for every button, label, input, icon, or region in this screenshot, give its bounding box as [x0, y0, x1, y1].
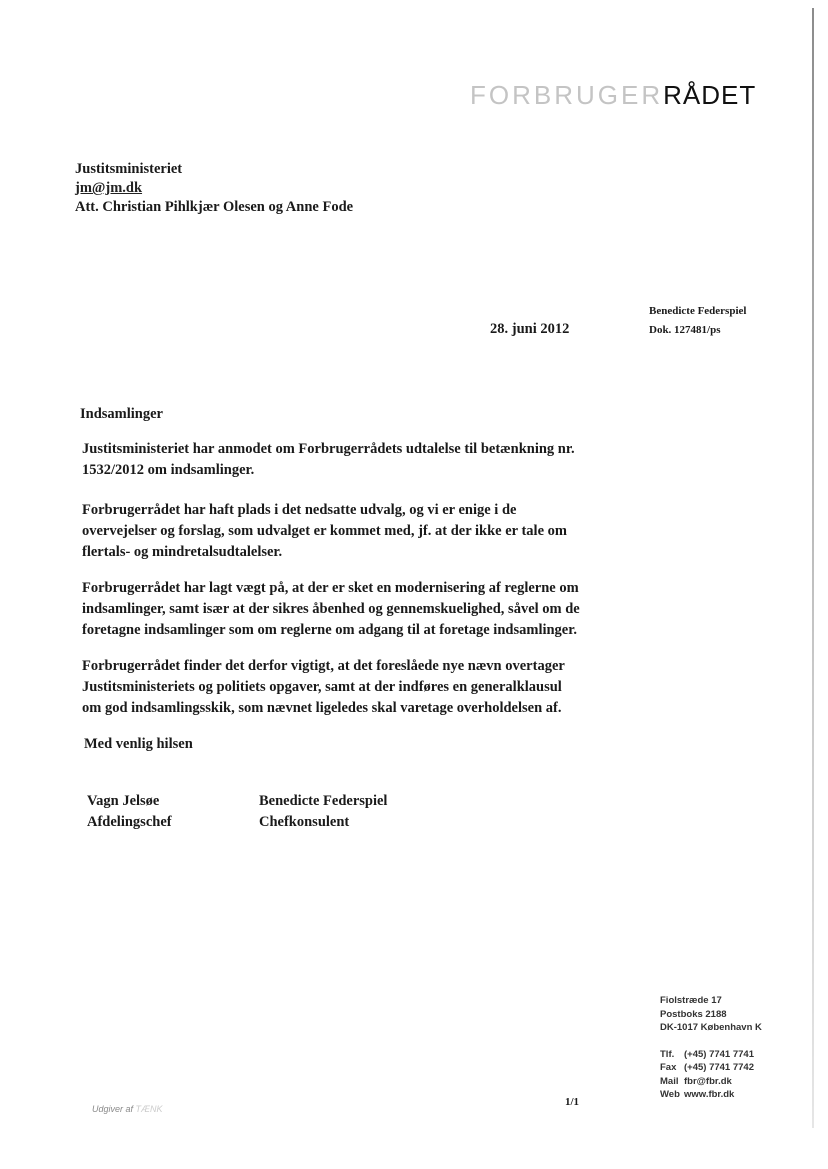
sender-block [649, 302, 746, 340]
signature-name: Benedicte Federspiel [259, 793, 388, 809]
document-reference: Dok. 127481/ps [649, 324, 721, 336]
publisher-name: TÆNK [135, 1104, 163, 1114]
logo-light-text: FORBRUGER [470, 80, 664, 110]
forbrugerraadet-logo [470, 80, 756, 111]
footer-mail: Mail fbr@fbr.dk [660, 1075, 732, 1087]
publisher-note [92, 1104, 163, 1114]
footer-mail-link[interactable]: fbr@fbr.dk [684, 1075, 732, 1087]
signature-block-1 [87, 791, 172, 833]
page-number: 1/1 [565, 1096, 580, 1108]
scan-edge-shadow [812, 8, 814, 1128]
footer-street: Fiolstræde 17 [660, 995, 722, 1006]
recipient-name: Justitsministeriet [75, 161, 183, 177]
recipient-attention: Att. Christian Pihlkjær Olesen og Anne Fode [75, 199, 354, 215]
footer-web-link[interactable]: www.fbr.dk [684, 1089, 735, 1100]
recipient-address [75, 160, 353, 217]
body-paragraph-3: Forbrugerrådet har lagt vægt på, at der er sket en modernisering af reglerne om indsamlinger, samt især at der sikres åbenhed og gennemskuelighed, såvel om de foretagne indsamlinger som om reglerne om adgang til at foretage indsamlinger. [82, 580, 580, 638]
signature-name: Vagn Jelsøe [87, 793, 160, 809]
footer-phone: Tlf. (+45) 7741 7741 [660, 1048, 754, 1060]
closing-greeting: Med venlig hilsen [84, 736, 193, 752]
body-paragraph-2: Forbrugerrådet har haft plads i det nedsatte udvalg, og vi er enige i de overvejelser og forslag, som udvalget er kommet med, jf. at der ikke er tale om flertals- og mindretalsudtalelser. [82, 502, 567, 560]
footer-contact [660, 994, 762, 1102]
letter-date: 28. juni 2012 [490, 321, 570, 337]
body-paragraph-1: Justitsministeriet har anmodet om Forbrugerrådets udtalelse til betænkning nr. 1532/2012 om indsamlinger. [82, 441, 575, 478]
publisher-prefix: Udgiver af [92, 1104, 134, 1114]
letter-subject: Indsamlinger [80, 406, 163, 422]
signature-block-2 [259, 791, 387, 833]
footer-web: Web www.fbr.dk [660, 1089, 735, 1100]
signature-title: Afdelingschef [87, 814, 172, 830]
body-paragraph-4: Forbrugerrådet finder det derfor vigtigt, at det foreslåede nye nævn overtager Justitsministeriets og politiets opgaver, samt at der indføres en generalklausul om god indsamlingsskik, som nævnet ligeledes skal varetage overholdelsen af. [82, 658, 565, 716]
recipient-email-link[interactable]: jm@jm.dk [75, 180, 143, 196]
footer-box: Postboks 2188 [660, 1008, 727, 1020]
logo-dark-text: RÅDET [663, 80, 757, 110]
footer-city: DK-1017 København K [660, 1022, 762, 1033]
sender-name: Benedicte Federspiel [649, 305, 747, 317]
footer-fax: Fax (+45) 7741 7742 [660, 1062, 754, 1073]
signature-title: Chefkonsulent [259, 814, 350, 830]
